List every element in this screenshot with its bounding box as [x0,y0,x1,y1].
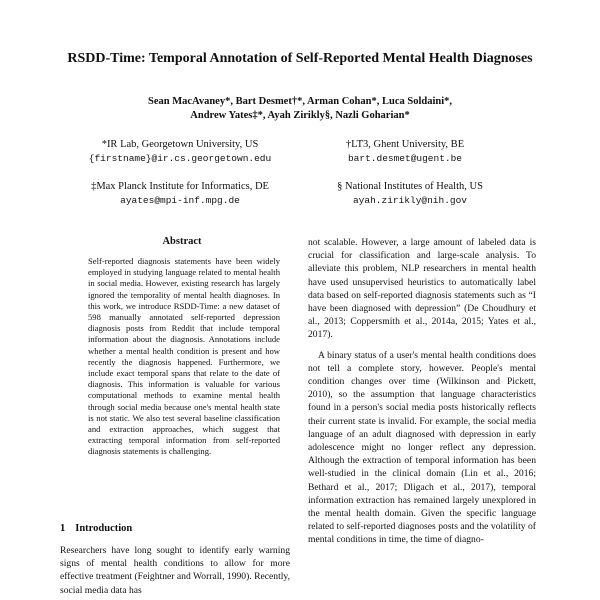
section-number: 1 [60,523,66,534]
author-line-2: Andrew Yates‡*, Ayah Zirikly§, Nazli Goharian* [190,110,410,121]
affiliation-ghent [315,138,495,166]
section-heading-introduction [60,523,132,534]
affiliation-georgetown [50,138,310,166]
affiliation-name: *IR Lab, Georgetown University, US [101,139,259,150]
affiliation-nih [300,180,520,208]
affiliation-max-planck [50,180,310,208]
affiliation-name: § National Institutes of Health, US [337,181,483,192]
affiliation-email: bart.desmet@ugent.be [347,153,463,164]
right-column [308,236,536,547]
affiliation-name: †LT3, Ghent University, BE [345,139,465,150]
introduction-paragraph: Researchers have long sought to identify early warning signs of mental health conditions to allow for more effective treatment (Feightner and Worrall, 1990). Recently, social media data has [60,545,290,596]
author-line-1: Sean MacAvaney*, Bart Desmet†*, Arman Cohan*, Luca Soldaini*, [147,96,453,107]
author-list [60,95,540,123]
abstract-heading: Abstract [162,236,202,247]
affiliation-email: ayates@mpi-inf.mpg.de [120,195,240,206]
affiliation-email: {firstname}@ir.cs.georgetown.edu [88,153,272,164]
section-title: Introduction [75,523,133,534]
right-column-paragraph-2: A binary status of a user's mental health conditions does not tell a complete story, however. People's mental condition changes over time (Wilkinson and Pickett, 2010), so the assumption that language characteristics found in a person's social media posts historically reflects their current state is invalid. For example, the social media language of an adult diagnosed with depression in early adolescence might no longer reflect any depression. Although the extraction of temporal information has been well-studied in the clinical domain (Lin et al., 2016; Bethard et al., 2017; Dligach et al., 2017), temporal information extraction has remained largely unexplored in the mental health domain. Given the specific language related to self-reported diagnoses posts and the volatility of mental conditions in time, the time of diagno- [308,349,536,546]
right-column-paragraph-1: not scalable. However, a large amount of labeled data is crucial for classification and large-scale analysis. To alleviate this problem, NLP researchers in mental health have used unsupervised heuristics to automatically label data based on self-reported diagnosis statements such as “I have been diagnosed with depression” (De Choudhury et al., 2013; Coppersmith et al., 2014a, 2015; Yates et al., 2017). [308,237,536,341]
affiliation-name: ‡Max Planck Institute for Informatics, DE [91,181,269,192]
abstract-text: Self-reported diagnosis statements have been widely employed in studying language related to mental health in social media. However, existing research has largely ignored the temporality of mental health diagnoses. In this work, we introduce RSDD-Time: a new dataset of 598 manually annotated self-reported depression diagnosis posts from Reddit that include temporal information about the diagnosis. Annotations include whether a mental health condition is present and how recently the diagnosis happened. Furthermore, we include exact temporal spans that relate to the date of diagnosis. This information is valuable for various computational methods to examine mental health through social media because one's mental health state is not static. We also test several baseline classification and extraction approaches, which suggest that extracting temporal information from self-reported diagnosis statements is challenging. [88,256,280,457]
paper-title: RSDD-Time: Temporal Annotation of Self-Reported Mental Health Diagnoses [67,51,533,66]
affiliation-email: ayah.zirikly@nih.gov [352,195,468,206]
